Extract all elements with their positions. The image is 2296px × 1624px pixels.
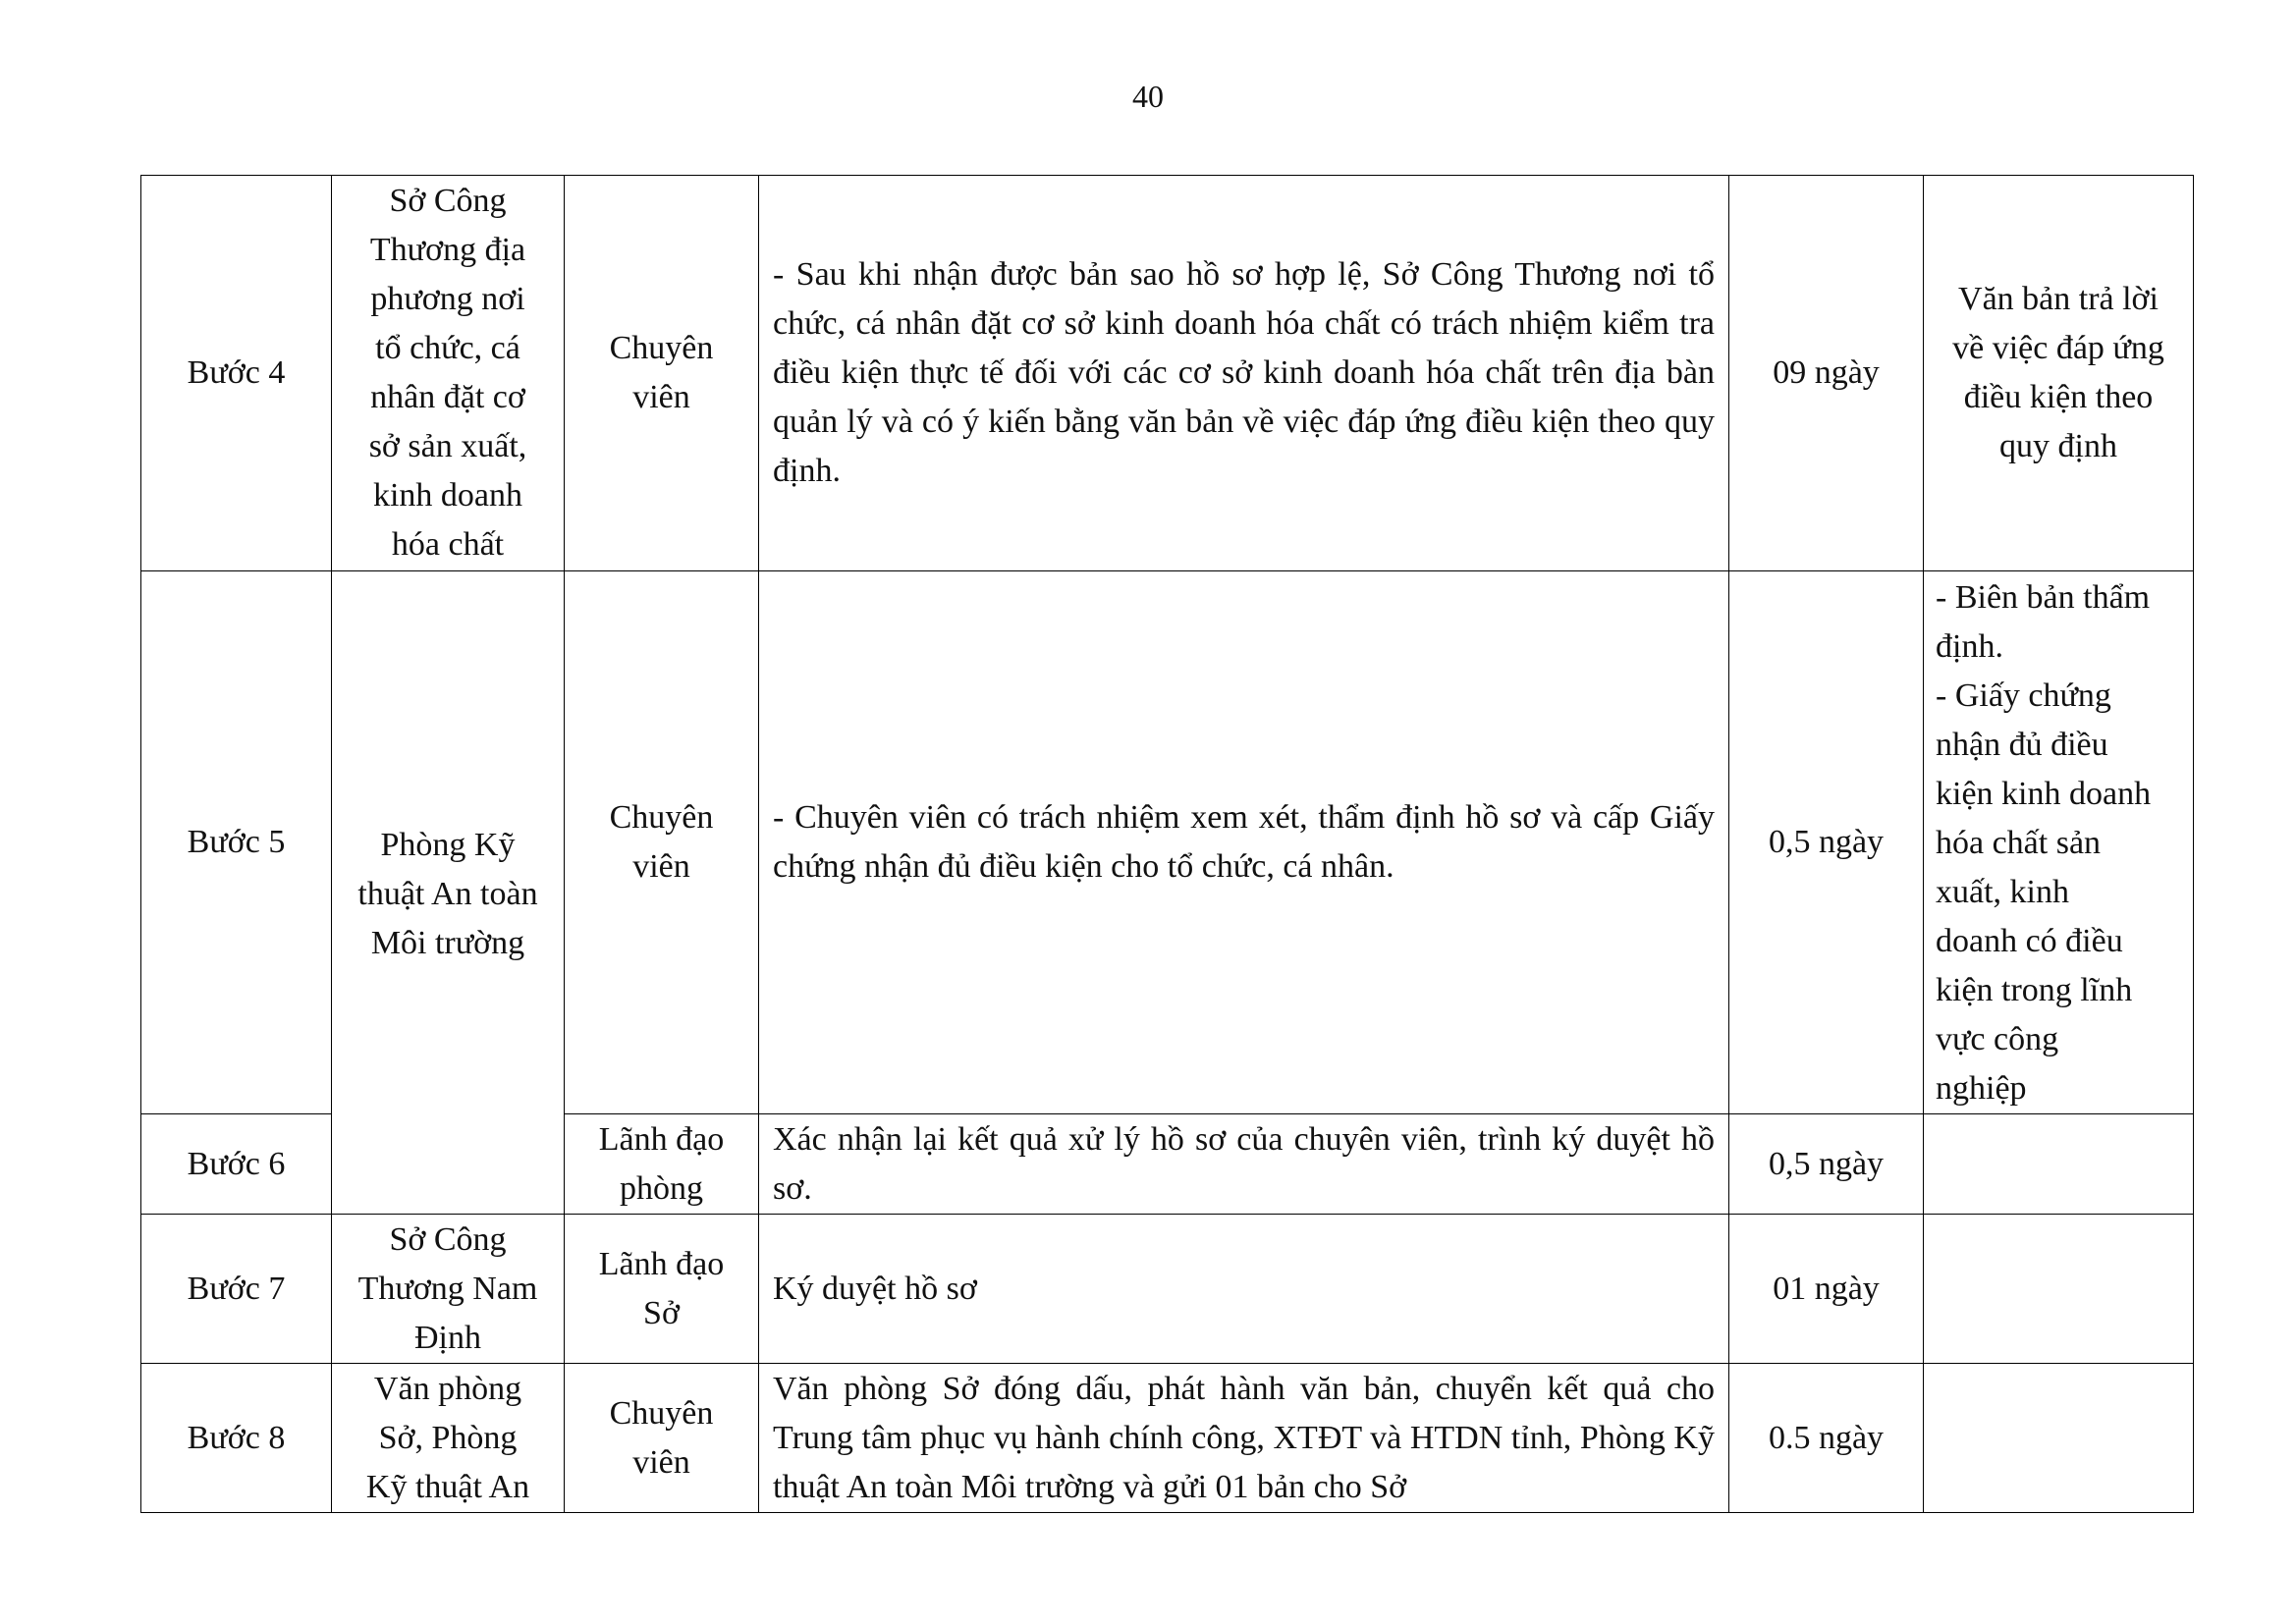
time-cell: 09 ngày (1729, 176, 1924, 571)
unit-cell: Phòng Kỹ thuật An toàn Môi trường (332, 571, 565, 1215)
step-cell: Bước 7 (141, 1215, 332, 1364)
step-cell: Bước 5 (141, 571, 332, 1114)
time-cell: 0,5 ngày (1729, 571, 1924, 1114)
result-cell: Văn bản trả lời về việc đáp ứng điều kiện theo quy định (1924, 176, 2194, 571)
procedure-table (140, 175, 2194, 1513)
person-cell: Lãnh đạo phòng (565, 1114, 759, 1215)
description-cell: Ký duyệt hồ sơ (759, 1215, 1729, 1364)
result-cell (1924, 1215, 2194, 1364)
person-cell: Lãnh đạo Sở (565, 1215, 759, 1364)
table-row (141, 571, 2194, 1114)
result-cell (1924, 1364, 2194, 1513)
table-row (141, 176, 2194, 571)
step-cell: Bước 4 (141, 176, 332, 571)
page-number: 40 (1132, 79, 1164, 114)
time-cell: 0.5 ngày (1729, 1364, 1924, 1513)
table-row (141, 1364, 2194, 1513)
person-cell: Chuyên viên (565, 1364, 759, 1513)
description-cell: - Chuyên viên có trách nhiệm xem xét, thẩm định hồ sơ và cấp Giấy chứng nhận đủ điều kiện cho tổ chức, cá nhân. (759, 571, 1729, 1114)
description-cell: Xác nhận lại kết quả xử lý hồ sơ của chuyên viên, trình ký duyệt hồ sơ. (759, 1114, 1729, 1215)
description-cell: Văn phòng Sở đóng dấu, phát hành văn bản, chuyển kết quả cho Trung tâm phục vụ hành chính công, XTĐT và HTDN tỉnh, Phòng Kỹ thuật An toàn Môi trường và gửi 01 bản cho Sở (759, 1364, 1729, 1513)
step-cell: Bước 8 (141, 1364, 332, 1513)
table-row (141, 1215, 2194, 1364)
time-cell: 0,5 ngày (1729, 1114, 1924, 1215)
person-cell: Chuyên viên (565, 571, 759, 1114)
unit-cell: Sở Công Thương Nam Định (332, 1215, 565, 1364)
step-cell: Bước 6 (141, 1114, 332, 1215)
result-cell: - Biên bản thẩm định. - Giấy chứng nhận đủ điều kiện kinh doanh hóa chất sản xuất, kinh doanh có điều kiện trong lĩnh vực công nghiệp (1924, 571, 2194, 1114)
unit-cell: Văn phòng Sở, Phòng Kỹ thuật An (332, 1364, 565, 1513)
unit-cell: Sở Công Thương địa phương nơi tổ chức, cá nhân đặt cơ sở sản xuất, kinh doanh hóa chất (332, 176, 565, 571)
result-cell (1924, 1114, 2194, 1215)
person-cell: Chuyên viên (565, 176, 759, 571)
time-cell: 01 ngày (1729, 1215, 1924, 1364)
description-cell: - Sau khi nhận được bản sao hồ sơ hợp lệ, Sở Công Thương nơi tổ chức, cá nhân đặt cơ sở kinh doanh hóa chất có trách nhiệm kiểm tra điều kiện thực tế đối với các cơ sở kinh doanh hóa chất trên địa bàn quản lý và có ý kiến bằng văn bản về việc đáp ứng điều kiện theo quy định. (759, 176, 1729, 571)
